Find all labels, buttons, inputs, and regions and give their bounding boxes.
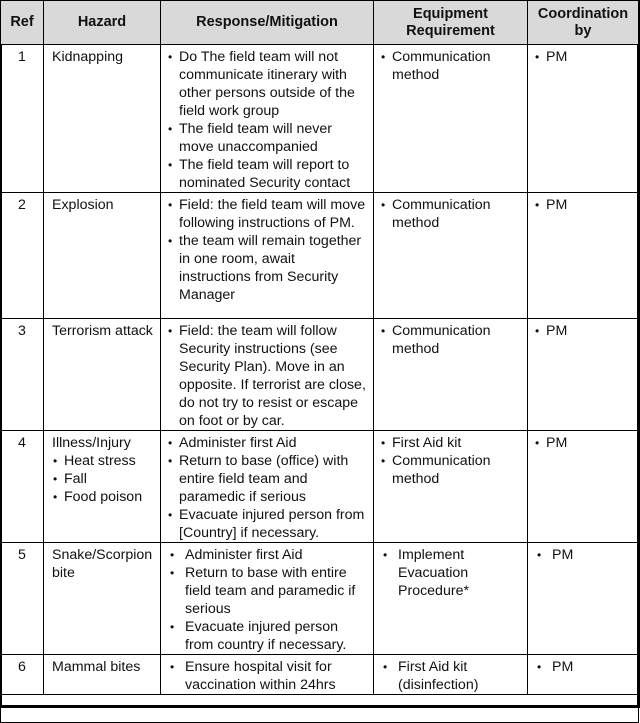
- header-ref: Ref: [1, 1, 44, 45]
- list-item-text: PM: [546, 197, 568, 213]
- list-item-text: Administer first Aid: [179, 435, 297, 451]
- bullet-icon: •: [168, 122, 173, 136]
- coordination-list: [534, 48, 634, 66]
- coordination-list: [534, 658, 634, 676]
- list-item: [534, 48, 634, 66]
- hazard-name: Illness/Injury: [52, 435, 131, 451]
- bullet-icon: •: [535, 324, 540, 338]
- list-item-text: Administer first Aid: [185, 547, 303, 563]
- list-item: [167, 546, 369, 564]
- bullet-icon: •: [537, 548, 542, 562]
- bullet-icon: •: [170, 620, 175, 634]
- cell-response: [161, 193, 374, 319]
- list-item-text: First Aid kit (disinfection): [398, 659, 479, 693]
- cell-response: [161, 543, 374, 655]
- bullet-icon: •: [170, 660, 175, 674]
- header-response: Response/Mitigation: [161, 1, 374, 45]
- list-item: [52, 470, 160, 488]
- hazard-name: Explosion: [52, 197, 114, 213]
- equipment-list: [380, 434, 523, 488]
- hazard-name: Kidnapping: [52, 49, 123, 65]
- list-item-text: Implement Evacuation Procedure*: [398, 547, 469, 599]
- list-item: [534, 322, 634, 340]
- cell-response: [161, 431, 374, 543]
- bullet-icon: •: [168, 436, 173, 450]
- equipment-list: [380, 658, 523, 694]
- bullet-icon: •: [53, 454, 58, 468]
- cell-response: [161, 45, 374, 193]
- equipment-list: [380, 322, 523, 358]
- header-row: [1, 1, 639, 45]
- cell-coordination: [528, 655, 639, 695]
- list-item: [167, 156, 369, 192]
- list-item: [534, 546, 634, 564]
- list-item-text: Fall: [64, 471, 87, 487]
- bullet-icon: •: [168, 508, 173, 522]
- list-item: [167, 506, 369, 542]
- bullet-icon: •: [168, 324, 173, 338]
- bullet-icon: •: [535, 436, 540, 450]
- hazard-name: Snake/Scorpion bite: [52, 547, 153, 581]
- coordination-list: [534, 322, 634, 340]
- list-item: [167, 658, 369, 694]
- list-item: [380, 658, 523, 694]
- list-item: [380, 546, 523, 600]
- cell-ref: 3: [1, 319, 44, 431]
- coordination-list: [534, 434, 634, 452]
- cell-coordination: [528, 431, 639, 543]
- list-item-text: PM: [552, 547, 574, 563]
- list-item-text: First Aid kit: [392, 435, 462, 451]
- equipment-list: [380, 48, 523, 84]
- bullet-icon: •: [535, 50, 540, 64]
- list-item-text: Food poison: [64, 489, 143, 505]
- header-coordination: Coordination by: [528, 1, 639, 45]
- bullet-icon: •: [381, 454, 386, 468]
- list-item: [380, 434, 523, 452]
- list-item-text: PM: [546, 323, 568, 339]
- list-item-text: Return to base with entire field team and paramedic if serious: [185, 565, 356, 617]
- cell-equipment: [374, 543, 528, 655]
- list-item: [534, 434, 634, 452]
- bullet-icon: •: [381, 50, 386, 64]
- table-row: [1, 319, 639, 431]
- table-row: [1, 431, 639, 543]
- list-item: [167, 232, 369, 304]
- list-item-text: Return to base (office) with entire field team and paramedic if serious: [179, 453, 349, 505]
- bullet-icon: •: [168, 158, 173, 172]
- cell-equipment: [374, 431, 528, 543]
- list-item-text: Do The field team will not communicate itinerary with other persons outside of the field work group: [179, 49, 355, 119]
- list-item: [167, 434, 369, 452]
- list-item: [380, 48, 523, 84]
- bullet-icon: •: [53, 490, 58, 504]
- empty-cell: [1, 695, 639, 723]
- list-item-text: Evacuate injured person from [Country] if necessary.: [179, 507, 365, 541]
- list-item: [167, 564, 369, 618]
- bullet-icon: •: [168, 234, 173, 248]
- list-item: [167, 196, 369, 232]
- cell-coordination: [528, 543, 639, 655]
- bullet-icon: •: [381, 436, 386, 450]
- bullet-icon: •: [383, 548, 388, 562]
- cell-ref: 2: [1, 193, 44, 319]
- hazard-name: Terrorism attack: [52, 323, 153, 339]
- cell-hazard: [44, 655, 161, 695]
- cell-equipment: [374, 319, 528, 431]
- cell-response: [161, 319, 374, 431]
- response-list: [167, 196, 369, 304]
- bullet-icon: •: [170, 566, 175, 580]
- coordination-list: [534, 196, 634, 214]
- table-row: [1, 543, 639, 655]
- list-item: [167, 322, 369, 430]
- bullet-icon: •: [170, 548, 175, 562]
- cell-hazard: [44, 431, 161, 543]
- list-item-text: The field team will never move unaccompanied: [179, 121, 332, 155]
- list-item: [52, 488, 160, 506]
- list-item-text: PM: [546, 49, 568, 65]
- list-item-text: Evacuate injured person from country if necessary.: [185, 619, 347, 653]
- cell-equipment: [374, 193, 528, 319]
- bullet-icon: •: [168, 454, 173, 468]
- header-hazard: Hazard: [44, 1, 161, 45]
- bullet-icon: •: [168, 198, 173, 212]
- bullet-icon: •: [381, 324, 386, 338]
- hazard-subitems: [52, 452, 160, 506]
- list-item-text: Communication method: [392, 453, 491, 487]
- bullet-icon: •: [535, 198, 540, 212]
- hazard-name: Mammal bites: [52, 659, 141, 675]
- cell-ref: 6: [1, 655, 44, 695]
- list-item-text: Ensure hospital visit for vaccination within 24hrs: [185, 659, 336, 693]
- coordination-list: [534, 546, 634, 564]
- response-list: [167, 322, 369, 430]
- response-list: [167, 48, 369, 192]
- cell-equipment: [374, 45, 528, 193]
- response-list: [167, 546, 369, 654]
- list-item: [534, 658, 634, 676]
- cell-ref: 5: [1, 543, 44, 655]
- bullet-icon: •: [168, 50, 173, 64]
- table-row: [1, 45, 639, 193]
- list-item-text: Communication method: [392, 323, 491, 357]
- bullet-icon: •: [53, 472, 58, 486]
- cell-coordination: [528, 45, 639, 193]
- cell-coordination: [528, 319, 639, 431]
- list-item: [380, 196, 523, 232]
- list-item-text: Field: the team will follow Security instructions (see Security Plan). Move in an opposite. If terrorist are close, do not try to resist or escape on foot or by car.: [179, 323, 366, 429]
- equipment-list: [380, 546, 523, 600]
- list-item: [167, 120, 369, 156]
- list-item-text: Communication method: [392, 197, 491, 231]
- bullet-icon: •: [381, 198, 386, 212]
- response-list: [167, 658, 369, 694]
- cell-ref: 4: [1, 431, 44, 543]
- cell-hazard: [44, 319, 161, 431]
- equipment-list: [380, 196, 523, 232]
- list-item: [534, 196, 634, 214]
- response-list: [167, 434, 369, 542]
- list-item: [167, 48, 369, 120]
- list-item-text: PM: [552, 659, 574, 675]
- cell-hazard: [44, 193, 161, 319]
- table-row: [1, 193, 639, 319]
- list-item-text: Field: the field team will move following instructions of PM.: [179, 197, 366, 231]
- list-item-text: the team will remain together in one room, await instructions from Security Manager: [179, 233, 362, 303]
- empty-row: [1, 695, 639, 723]
- bullet-icon: •: [537, 660, 542, 674]
- cell-ref: 1: [1, 45, 44, 193]
- list-item: [380, 452, 523, 488]
- list-item-text: The field team will report to nominated Security contact: [179, 157, 351, 191]
- list-item-text: PM: [546, 435, 568, 451]
- list-item-text: Communication method: [392, 49, 491, 83]
- list-item: [52, 452, 160, 470]
- table-row: [1, 655, 639, 695]
- cell-response: [161, 655, 374, 695]
- list-item: [167, 452, 369, 506]
- header-equipment: Equipment Requirement: [374, 1, 528, 45]
- list-item-text: Heat stress: [64, 453, 136, 469]
- cell-coordination: [528, 193, 639, 319]
- cell-hazard: [44, 543, 161, 655]
- list-item: [167, 618, 369, 654]
- list-item: [380, 322, 523, 358]
- bullet-icon: •: [383, 660, 388, 674]
- cell-hazard: [44, 45, 161, 193]
- cell-equipment: [374, 655, 528, 695]
